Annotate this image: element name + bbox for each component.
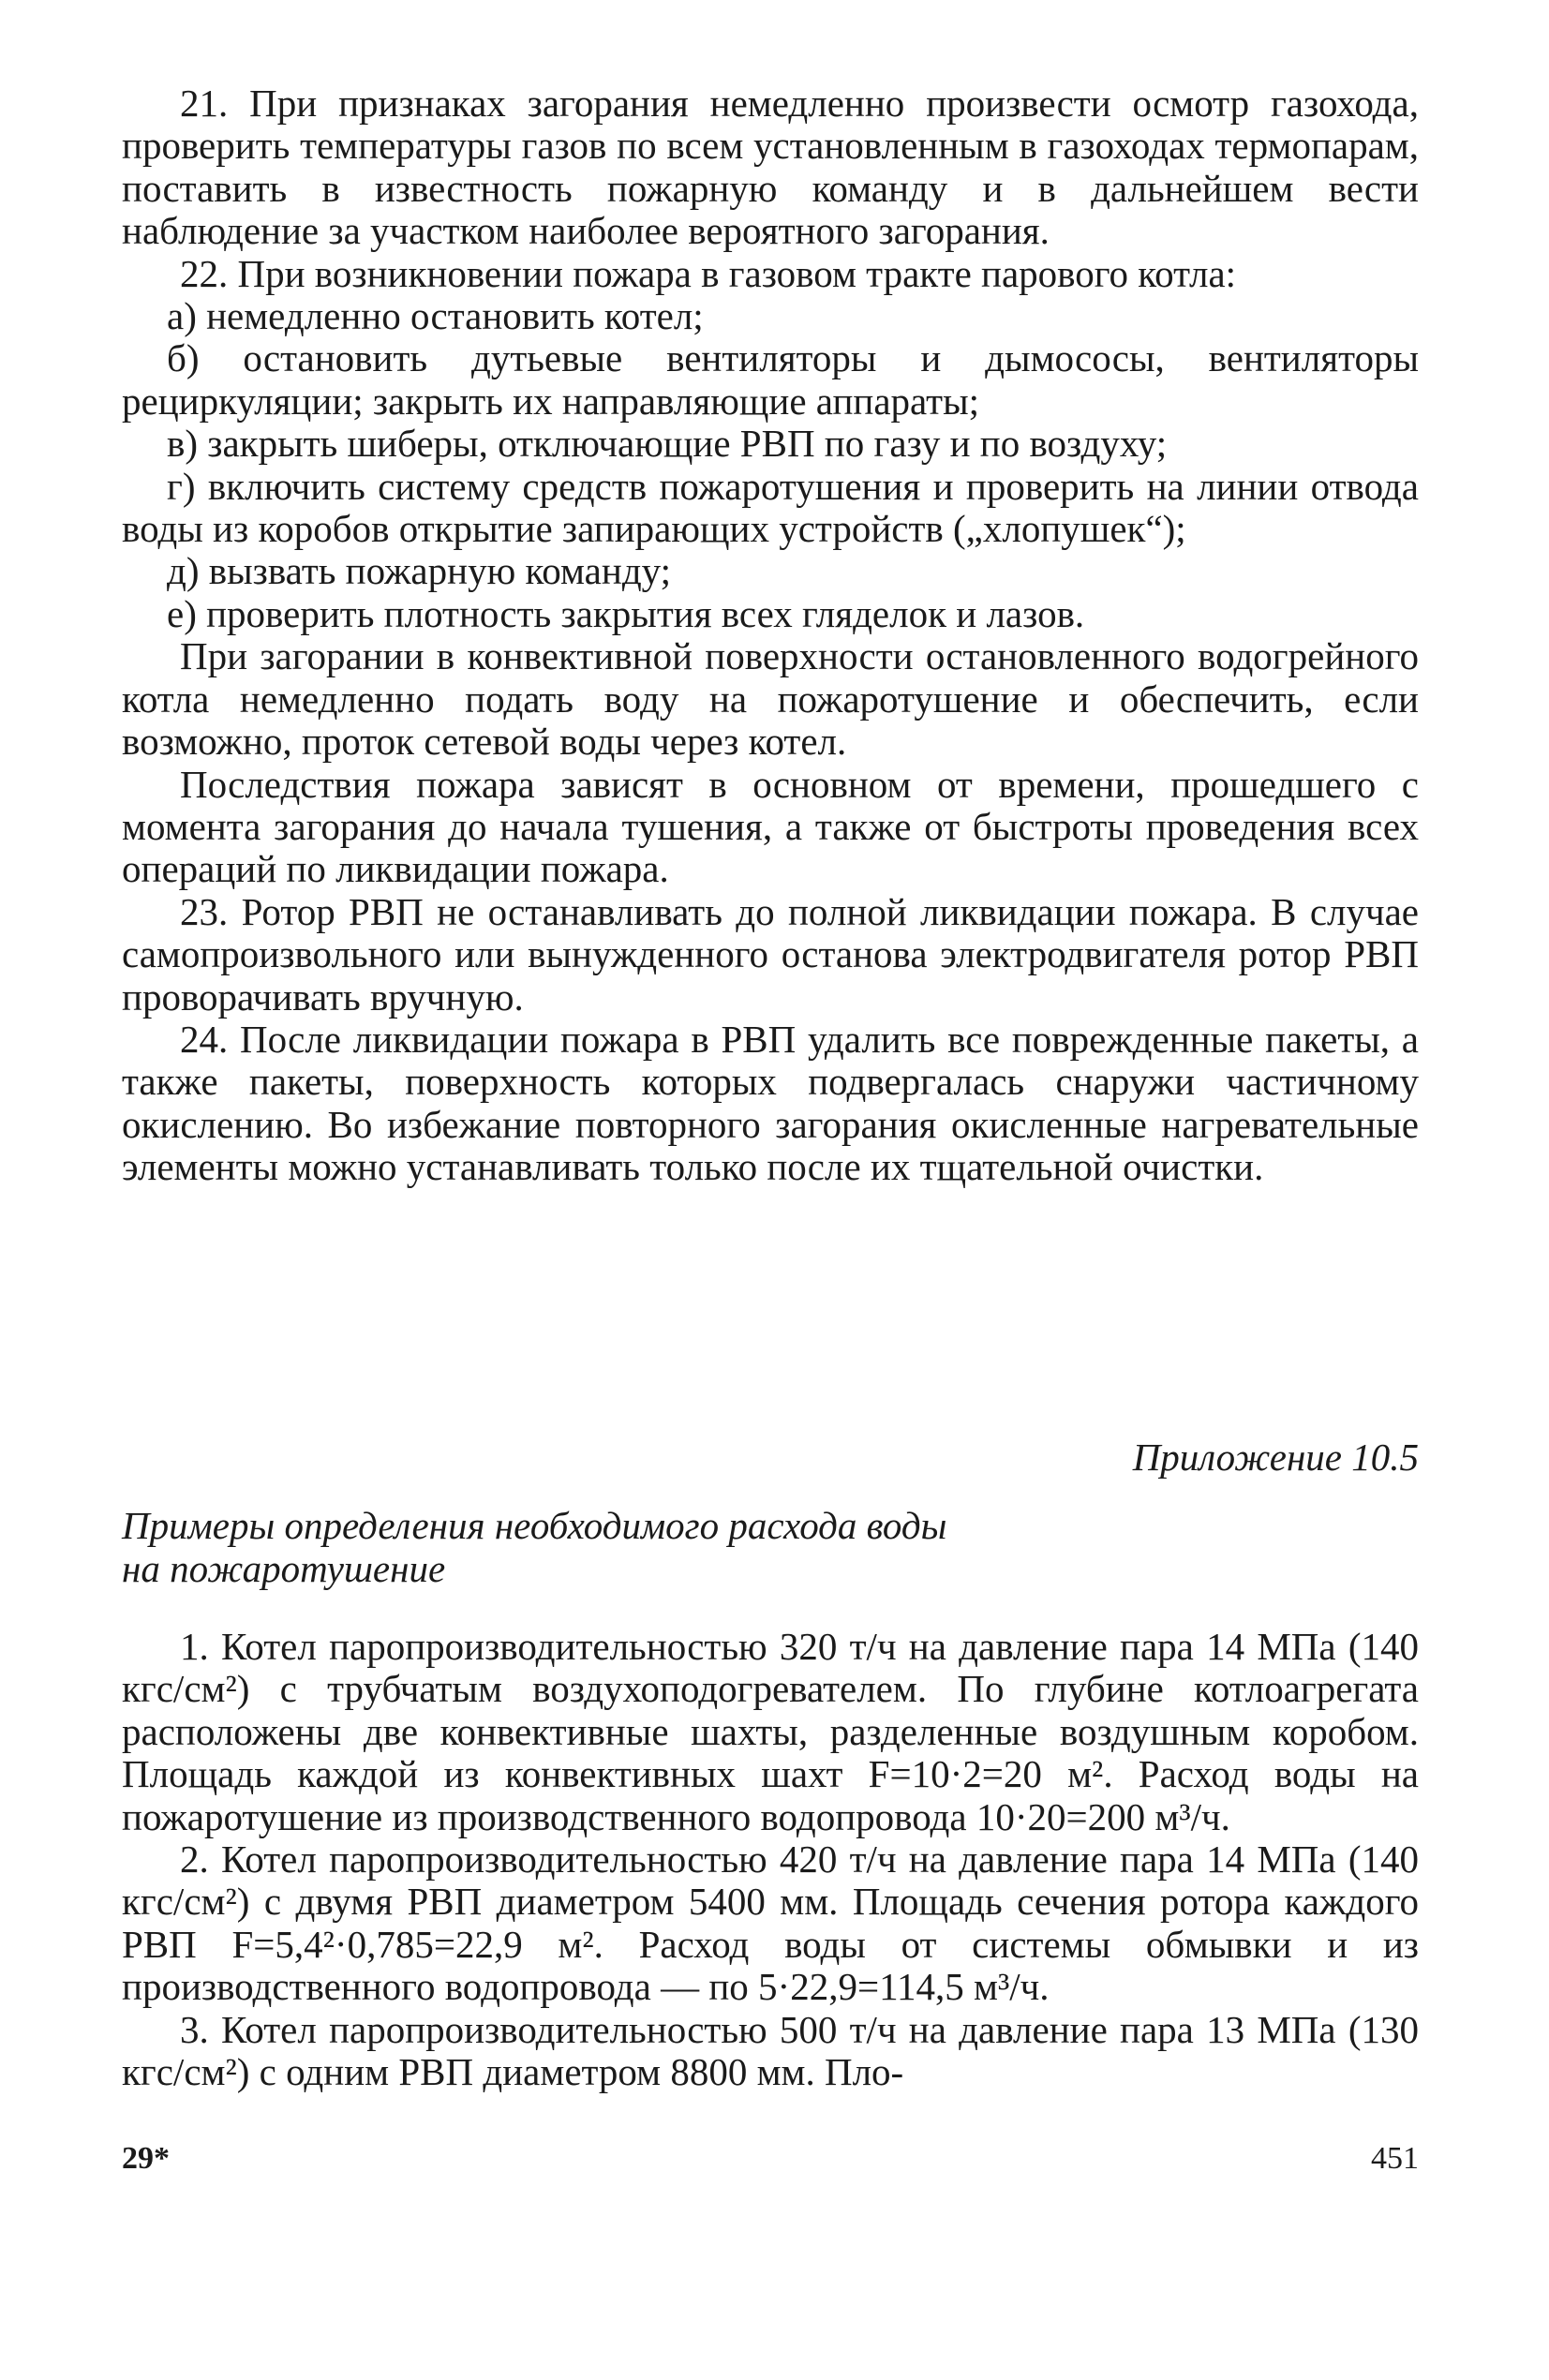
list-item-g: г) включить систему средств пожаротушения и проверить на линии отвода воды из коробов открытие запирающих устройств („хлопушек“); [122, 464, 1419, 551]
paragraph-24: 24. После ликвидации пожара в РВП удалить все поврежденные пакеты, а также пакеты, поверхность которых подвергалась снаружи частичному окислению. Во избежание повторного загорания окисленные нагревательные элементы можно устанавливать только после их тщательной очистки. [122, 1017, 1419, 1189]
list-item-a: а) немедленно остановить котел; [167, 294, 704, 338]
list-item-e: е) проверить плотность закрытия всех гляделок и лазов. [167, 591, 1085, 635]
paragraph-22: 22. При возникновении пожара в газовом тракте парового котла: [180, 251, 1237, 295]
page-number: 451 [1371, 2141, 1419, 2176]
paragraph-water-boiler: При загорании в конвективной поверхности остановленного водогрейного котла немедленно подать воду на пожаротушение и обеспечить, если возможно, проток сетевой воды через котел. [122, 634, 1419, 764]
list-item-d: д) вызвать пожарную команду; [167, 549, 672, 593]
examples-text [122, 1626, 1419, 2093]
example-1: 1. Котел паропроизводительностью 320 т/ч на давление пара 14 МПа (140 кгс/см²) с трубчатым воздухоподогревателем. По глубине котлоагрегата расположены две конвективные шахты, разделенные воздушным коробом. Площадь каждой из конвективных шахт F=10·2=20 м². Расход воды на пожаротушение из производственного водопровода 10·20=200 м³/ч. [122, 1625, 1419, 1838]
section-title [122, 1504, 1153, 1590]
example-2: 2. Котел паропроизводительностью 420 т/ч на давление пара 14 МПа (140 кгс/см²) с двумя РВП диаметром 5400 мм. Площадь сечения ротора каждого РВП F=5,4²·0,785=22,9 м². Расход воды от системы обмывки и из производственного водопровода — по 5·22,9=114,5 м³/ч. [122, 1837, 1419, 2009]
example-3: 3. Котел паропроизводительностью 500 т/ч на давление пара 13 МПа (130 кгс/см²) с одним РВП диаметром 8800 мм. Пло- [122, 2007, 1419, 2094]
paragraph-23: 23. Ротор РВП не останавливать до полной ликвидации пожара. В случае самопроизвольного или вынужденного останова электродвигателя ротор РВП проворачивать вручную. [122, 889, 1419, 1019]
section-title-line-2: на пожаротушение [122, 1547, 446, 1590]
section-title-line-1: Примеры определения необходимого расхода воды [122, 1504, 947, 1547]
main-text [122, 82, 1419, 1189]
appendix-label: Приложение 10.5 [1132, 1435, 1419, 1479]
list-item-v: в) закрыть шиберы, отключающие РВП по газу и по воздуху; [167, 422, 1168, 466]
signature-mark: 29* [122, 2141, 170, 2176]
list-item-b: б) остановить дутьевые вентиляторы и дымососы, вентиляторы рециркуляции; закрыть их направляющие аппараты; [122, 336, 1419, 423]
paragraph-21: 21. При признаках загорания немедленно произвести осмотр газохода, проверить температуры газов по всем установленным в газоходах термопарам, поставить в известность пожарную команду и в дальнейшем вести наблюдение за участком наиболее вероятного загорания. [122, 82, 1419, 253]
paragraph-consequences: Последствия пожара зависят в основном от времени, прошедшего с момента загорания до начала тушения, а также от быстроты проведения всех операций по ликвидации пожара. [122, 762, 1419, 891]
